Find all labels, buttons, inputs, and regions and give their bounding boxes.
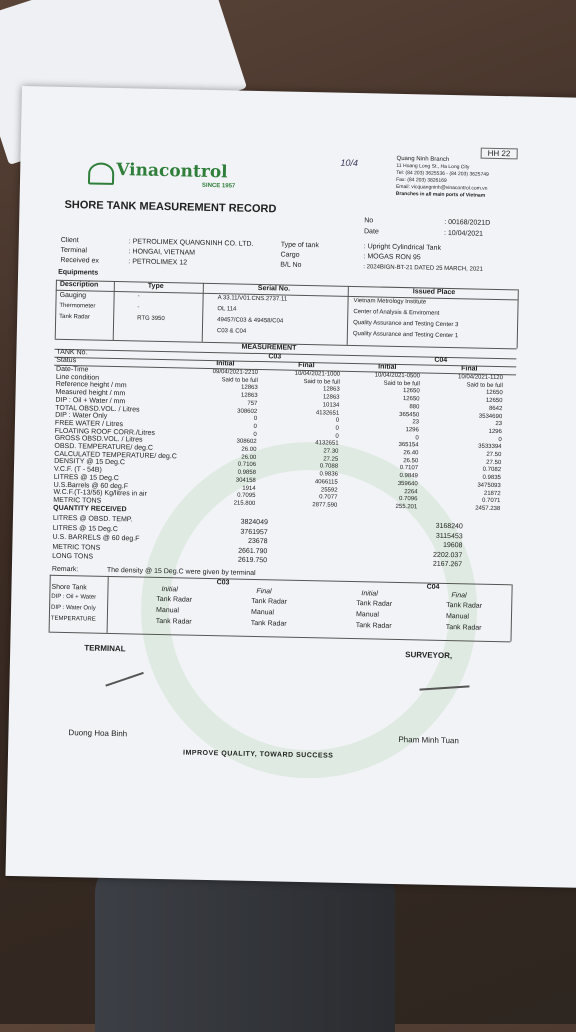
measure-cell: 21872: [483, 490, 501, 497]
method-status-header: Initial: [361, 590, 378, 598]
equip-cell: -: [137, 293, 140, 300]
measure-cell: 12650: [485, 390, 503, 397]
record-no-label: No: [364, 217, 374, 225]
client-label: Client: [60, 236, 79, 245]
company-since: SINCE 1957: [201, 182, 236, 190]
company-tagline: IMPROVE QUALITY, TOWARD SUCCESS: [182, 749, 334, 760]
equip-cell: Center of Analysis & Enviroment: [353, 308, 440, 317]
measure-cell: 23: [412, 419, 420, 426]
measure-cell: 26.50: [403, 457, 419, 465]
measure-cell: 12650: [402, 396, 420, 403]
method-cell: Manual: [155, 606, 180, 615]
branch-email: Email: vicquangninh@vinacontrol.com.vn: [395, 183, 488, 192]
company-name: Vinacontrol: [116, 159, 228, 183]
measure-row-label: Date-Time: [56, 365, 89, 374]
measure-row-label: FLOATING ROOF CORR./Litres: [54, 427, 156, 437]
measure-cell: 0.7106: [237, 461, 257, 469]
method-cell: Tank Radar: [251, 597, 288, 606]
terminal-signer-name: Duong Hoa Binh: [68, 728, 128, 739]
branch-fax: Fax: (84 203) 3826169: [396, 176, 447, 184]
measure-cell: 757: [247, 400, 258, 407]
measure-cell: 3533394: [478, 443, 502, 451]
remark-label: Remark:: [51, 565, 79, 574]
measure-row-label: V.C.F. (T - 54B): [53, 465, 102, 474]
measure-cell: 0: [415, 434, 419, 441]
measure-cell: 1296: [405, 426, 419, 434]
document-page: [5, 86, 576, 888]
bl-value: : 2024BIGN-BT-21 DATED 25 MARCH, 2021: [363, 264, 483, 273]
quantity-c04: 3115453: [435, 532, 463, 540]
handwritten-note: 10/4: [340, 157, 359, 169]
measure-row-label: W.C.F.(T-13/56) Kg/litres in air: [53, 488, 147, 498]
method-status-header: Final: [256, 588, 272, 596]
measure-cell: 365154: [398, 442, 419, 449]
measure-row-label: LITRES @ 15 Deg.C: [53, 473, 119, 482]
measure-cell: 215.800: [233, 500, 256, 507]
surveyor-signer-name: Pham Minh Tuan: [398, 735, 459, 746]
method-cell: Tank Radar: [356, 600, 393, 608]
equip-cell: 49457/C03 & 49458/C04: [217, 317, 284, 325]
status-header: Final: [298, 361, 315, 370]
branch-address: 11 Hoang Long St., Ha Long City: [396, 162, 470, 171]
quantity-c03: 23678: [247, 537, 268, 546]
measure-row-label: Reference height / mm: [55, 381, 127, 390]
measure-cell: 12863: [322, 386, 340, 394]
equipments-label: Equipments: [58, 268, 99, 277]
measure-row-label: GROSS OBSD.VOL. / Litres: [54, 435, 143, 444]
equip-header-description: Description: [59, 280, 99, 289]
method-cell: Tank Radar: [155, 617, 192, 626]
measure-cell: 255.201: [395, 503, 418, 511]
measure-row-label: DENSITY @ 15 Deg.C: [54, 458, 125, 467]
measure-cell: 365450: [399, 411, 420, 418]
measure-cell: 10/04/2021-1120: [457, 374, 504, 382]
equip-cell: A 33.11/V01.CNS.2737.11: [217, 295, 288, 303]
method-cell: Tank Radar: [355, 622, 392, 630]
method-cell: Tank Radar: [445, 623, 482, 632]
tank-c03-header: C03: [268, 353, 282, 361]
measure-cell: 359640: [397, 480, 418, 488]
measure-cell: 27.50: [486, 459, 502, 466]
quantity-c03: 2619.750: [237, 556, 268, 565]
measure-cell: 0.7071: [481, 497, 501, 505]
measure-cell: 0.7095: [237, 492, 256, 500]
measure-cell: 4132651: [315, 409, 340, 417]
method-status-header: Final: [451, 592, 467, 600]
measure-cell: 0.7082: [482, 467, 502, 474]
measure-cell: 304158: [235, 477, 256, 484]
measure-row-label: DIP : Oil + Water / mm: [55, 396, 126, 406]
measure-cell: 26.00: [241, 446, 257, 453]
terminal-sign-label: TERMINAL: [84, 643, 126, 654]
quantity-row-label: LITRES @ 15 Deg.C: [52, 524, 118, 533]
quantity-label: QUANTITY RECEIVED: [53, 504, 127, 514]
branch-network: Branches in all main ports of Vietnam: [395, 190, 486, 199]
method-cell: Tank Radar: [250, 619, 287, 628]
measure-cell: 27.50: [486, 451, 502, 459]
equip-cell: RTG 3950: [137, 315, 165, 323]
quantity-c04: 19608: [442, 541, 463, 550]
method-status-header: Initial: [161, 586, 178, 594]
measurement-label: MEASUREMENT: [241, 343, 297, 352]
quantity-c04: 2167.267: [432, 560, 463, 569]
vinacontrol-logo-icon: [88, 162, 114, 185]
measure-cell: 0.9858: [237, 469, 257, 477]
equip-cell: OL 114: [217, 306, 237, 313]
measure-cell: Said to be full: [383, 380, 420, 388]
quantity-row-label: U.S. BARRELS @ 60 deg.F: [52, 533, 140, 543]
measure-cell: 12863: [240, 392, 258, 400]
measure-row-label: CALCULATED TEMPERATURE/ deg.C: [54, 450, 177, 461]
status-label: Status: [56, 356, 77, 365]
record-no: : 00168/2021D: [444, 218, 491, 227]
quantity-c03: 3761957: [240, 528, 268, 536]
measure-cell: Said to be full: [221, 376, 258, 384]
measure-cell: 1914: [242, 485, 256, 492]
measure-cell: 2457.238: [475, 505, 501, 512]
method-c03-header: C03: [216, 579, 230, 587]
tank-type-value: : Upright Cylindrical Tank: [363, 243, 442, 252]
status-header: Final: [461, 365, 478, 373]
measure-cell: 0.7107: [399, 465, 419, 472]
measure-cell: 10/04/2021-1000: [294, 370, 341, 378]
measure-cell: 0: [253, 423, 257, 430]
measure-row-label: Measured height / mm: [55, 388, 126, 398]
measure-cell: 0: [335, 425, 339, 432]
quantity-c03: 2661.790: [238, 547, 268, 555]
quantity-row-label: METRIC TONS: [52, 543, 101, 552]
method-cell: Tank Radar: [156, 595, 193, 604]
method-c04-header: C04: [426, 583, 440, 591]
equip-cell: Vietnam Metrology Institute: [353, 297, 427, 306]
record-date: : 10/04/2021: [443, 229, 484, 238]
measure-cell: 308602: [236, 438, 257, 446]
measure-cell: 25592: [320, 486, 338, 494]
tank-no-label: TANK No.: [56, 348, 88, 357]
equip-cell: Tank Radar: [59, 313, 90, 321]
terminal-value: : HONGAI, VIETNAM: [128, 248, 196, 257]
measure-cell: 3475093: [477, 482, 501, 489]
measure-cell: 880: [409, 403, 420, 411]
measure-cell: 26.00: [241, 454, 257, 461]
quantity-c04: 2202.037: [432, 551, 463, 559]
measure-row-label: METRIC TONS: [53, 496, 102, 505]
measure-cell: 26.40: [403, 450, 419, 457]
method-cell: Manual: [355, 611, 380, 619]
received-label: Received ex: [60, 256, 99, 265]
measure-cell: 1296: [488, 428, 502, 436]
equip-cell: -: [137, 304, 140, 311]
measure-cell: 8642: [488, 405, 503, 412]
measure-cell: 3534690: [478, 413, 503, 420]
bl-label: B/L No: [280, 261, 302, 269]
measure-row-label: DIP : Water Only: [55, 411, 108, 421]
quantity-row-label: LITRES @ OBSD. TEMP.: [52, 514, 133, 524]
method-row-label: DIP : Water Only: [51, 604, 96, 612]
cargo-label: Cargo: [280, 251, 300, 259]
measure-cell: 308602: [237, 408, 258, 415]
measure-cell: 27.25: [323, 456, 339, 463]
measure-cell: 23: [495, 421, 503, 428]
tank-type-label: Type of tank: [280, 241, 319, 250]
terminal-label: Terminal: [60, 246, 88, 255]
surveyor-sign-label: SURVEYOR,: [405, 650, 453, 661]
quantity-c03: 3824049: [240, 518, 268, 527]
measure-cell: 12863: [322, 394, 340, 401]
person-leg: [95, 862, 395, 1032]
measure-cell: 12650: [402, 388, 420, 395]
method-cell: Manual: [250, 608, 275, 617]
measure-cell: 10/04/2021-0500: [374, 372, 421, 380]
measure-cell: Said to be full: [303, 378, 340, 386]
measure-cell: 0: [253, 416, 258, 423]
quantity-c04: 3168240: [435, 522, 463, 531]
method-cell: Manual: [445, 612, 470, 621]
equip-header-serial: Serial No.: [257, 284, 291, 293]
equip-header-type: Type: [147, 282, 164, 291]
branch-tel: Tel: (84 203) 3625536 - (84 203) 3625749: [396, 169, 489, 178]
measure-cell: 0: [498, 436, 502, 443]
measure-cell: 2264: [404, 488, 418, 495]
measure-cell: 0: [335, 433, 339, 440]
equip-cell: C03 & C04: [216, 328, 247, 335]
tank-c04-header: C04: [434, 356, 448, 364]
document-title: SHORE TANK MEASUREMENT RECORD: [64, 198, 277, 216]
measure-row-label: Line condition: [55, 373, 100, 382]
measure-cell: 2877.590: [312, 502, 338, 509]
cargo-value: : MOGAS RON 95: [363, 253, 421, 262]
terminal-signature: [105, 672, 144, 687]
measure-cell: 10134: [322, 402, 340, 409]
measure-row-label: OBSD. TEMPERATURE/ deg.C: [54, 442, 154, 452]
equip-cell: Thermometer: [59, 302, 96, 310]
measure-cell: 0.9835: [482, 474, 501, 482]
measure-row-label: TOTAL OBSD.VOL. / Litres: [55, 404, 140, 414]
status-header: Initial: [378, 363, 397, 371]
measure-cell: 0.9849: [399, 473, 418, 480]
remark-text: The density @ 15 Deg.C were given by terminal: [106, 566, 256, 577]
method-row-label: DIP : Oil + Water: [51, 593, 97, 601]
equip-cell: Quality Assurance and Testing Center 1: [352, 330, 459, 340]
measure-cell: 0: [253, 431, 257, 438]
branch-name: Quang Ninh Branch: [396, 155, 450, 163]
status-header: Initial: [216, 360, 235, 368]
shore-tank-label: Shore Tank: [51, 583, 87, 592]
measure-cell: 27.30: [323, 448, 339, 455]
branch-code-box: HH 22: [481, 148, 518, 160]
measure-cell: 0.7088: [319, 463, 339, 471]
measure-cell: 12650: [485, 397, 503, 405]
measure-cell: 0.7096: [399, 496, 418, 503]
equip-cell: Gauging: [59, 291, 87, 300]
quantity-row-label: LONG TONS: [52, 552, 94, 561]
measure-cell: 0.7077: [319, 494, 338, 501]
equip-header-issued: Issued Place: [412, 288, 456, 297]
measure-cell: 0: [335, 417, 340, 424]
measure-cell: 4132651: [315, 440, 339, 448]
record-date-label: Date: [363, 228, 379, 236]
client-value: : PETROLIMEX QUANGNINH CO. LTD.: [128, 238, 254, 248]
measure-cell: 12863: [240, 385, 258, 392]
method-row-label: TEMPERATURE: [50, 615, 96, 623]
measure-cell: Said to be full: [466, 382, 503, 389]
measure-cell: 09/04/2021-2210: [212, 369, 259, 377]
measure-row-label: U.S.Barrels @ 60 deg.F: [53, 481, 129, 490]
method-cell: Tank Radar: [446, 601, 483, 610]
received-value: : PETROLIMEX 12: [128, 258, 188, 267]
measure-cell: 4066115: [314, 479, 338, 486]
measure-row-label: FREE WATER / Litres: [54, 419, 124, 429]
measure-cell: 0.9836: [319, 471, 338, 478]
equip-cell: Quality Assurance and Testing Center 3: [353, 319, 459, 329]
